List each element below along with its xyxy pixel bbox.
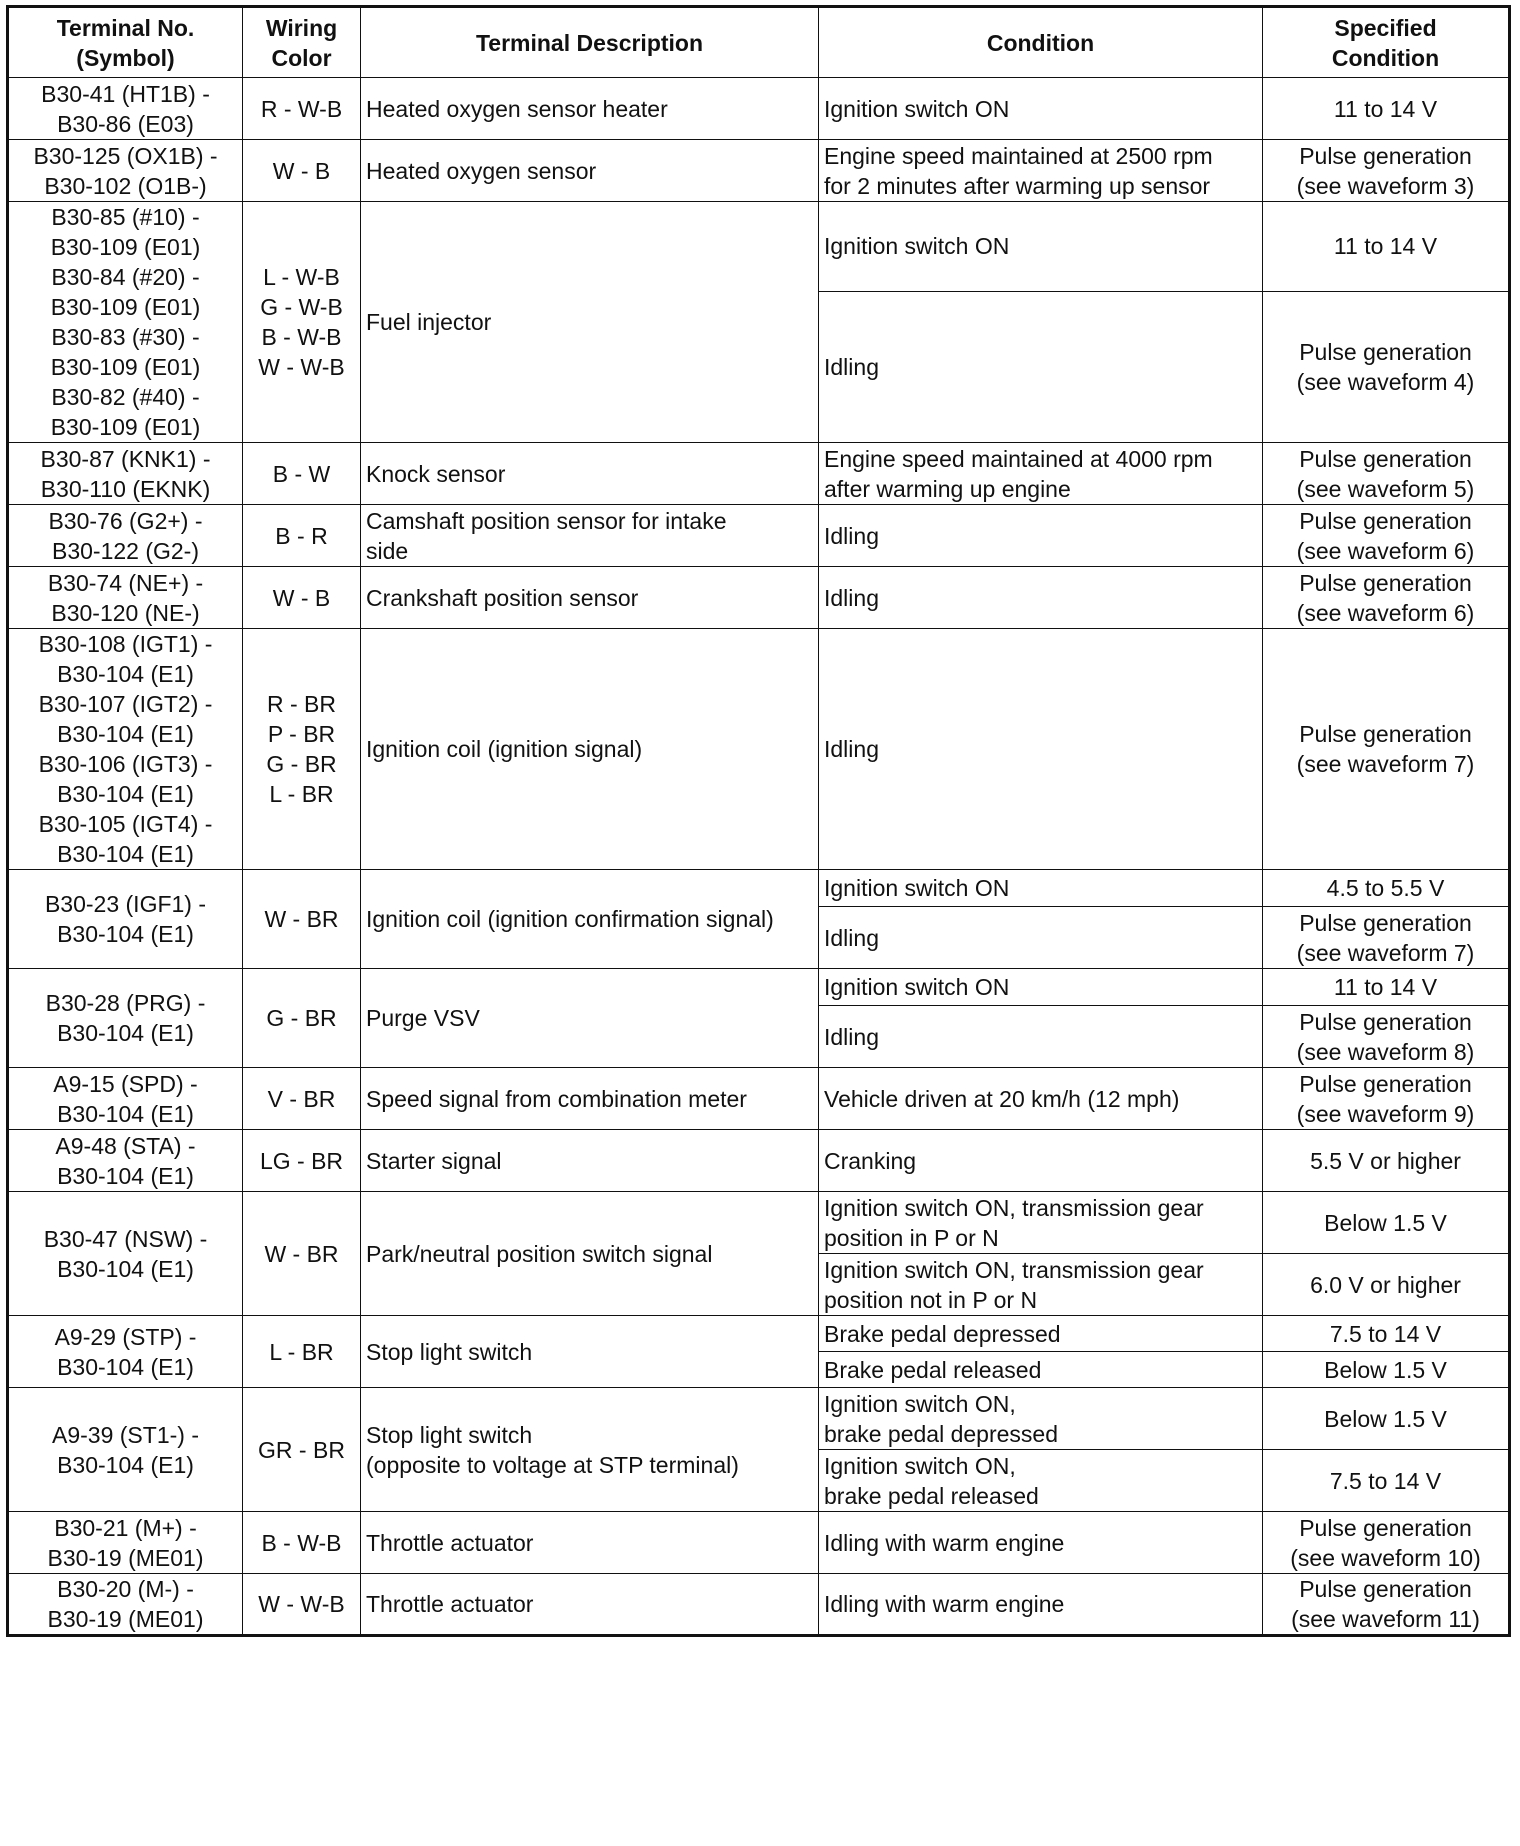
table-row [8,1130,1510,1192]
terminal-cell: B30-28 (PRG) - B30-104 (E1) [8,969,243,1068]
condition-cell: Idling [819,629,1263,870]
terminal-cell: A9-29 (STP) - B30-104 (E1) [8,1316,243,1388]
wiring-color-cell: B - R [243,505,361,567]
table-row [8,505,1510,567]
header-terminal: Terminal No. (Symbol) [8,7,243,78]
terminal-cell: B30-20 (M-) - B30-19 (ME01) [8,1574,243,1636]
wiring-color-cell: G - BR [243,969,361,1068]
wiring-color-cell: W - W-B [243,1574,361,1636]
specified-condition-cell: Pulse generation (see waveform 4) [1263,291,1510,442]
terminal-cell: B30-76 (G2+) - B30-122 (G2-) [8,505,243,567]
specified-condition-cell: Pulse generation (see waveform 11) [1263,1574,1510,1636]
specified-condition-cell: Pulse generation (see waveform 9) [1263,1068,1510,1130]
specified-condition-cell: Below 1.5 V [1263,1352,1510,1388]
specified-condition-cell: 6.0 V or higher [1263,1254,1510,1316]
specified-condition-cell: 11 to 14 V [1263,78,1510,140]
wiring-color-cell: B - W-B [243,1512,361,1574]
terminal-cell: B30-85 (#10) - B30-109 (E01) B30-84 (#20) - B30-109 (E01) B30-83 (#30) - B30-109 (E01) B30-82 (#40) - B30-109 (E01) [8,202,243,443]
table-row [8,1512,1510,1574]
specified-condition-cell: Pulse generation (see waveform 3) [1263,140,1510,202]
condition-cell: Ignition switch ON, transmission gear position not in P or N [819,1254,1263,1316]
table-row [8,1388,1510,1450]
header-wiring-color: Wiring Color [243,7,361,78]
condition-cell: Brake pedal depressed [819,1316,1263,1352]
specified-condition-cell: 5.5 V or higher [1263,1130,1510,1192]
condition-cell: Ignition switch ON [819,870,1263,907]
condition-cell: Brake pedal released [819,1352,1263,1388]
wiring-color-cell: R - BR P - BR G - BR L - BR [243,629,361,870]
header-terminal-description: Terminal Description [361,7,819,78]
specified-condition-cell: Pulse generation (see waveform 7) [1263,629,1510,870]
description-cell: Starter signal [361,1130,819,1192]
terminal-cell: A9-15 (SPD) - B30-104 (E1) [8,1068,243,1130]
specified-condition-cell: Pulse generation (see waveform 8) [1263,1006,1510,1068]
description-cell: Speed signal from combination meter [361,1068,819,1130]
specified-condition-cell: Below 1.5 V [1263,1192,1510,1254]
table-row [8,140,1510,202]
terminal-cell: B30-125 (OX1B) - B30-102 (O1B-) [8,140,243,202]
table-body [8,78,1510,1636]
description-cell: Ignition coil (ignition confirmation signal) [361,870,819,969]
condition-cell: Cranking [819,1130,1263,1192]
terminal-cell: B30-108 (IGT1) - B30-104 (E1) B30-107 (IGT2) - B30-104 (E1) B30-106 (IGT3) - B30-104 (E1) B30-105 (IGT4) - B30-104 (E1) [8,629,243,870]
terminal-cell: B30-47 (NSW) - B30-104 (E1) [8,1192,243,1316]
description-cell: Camshaft position sensor for intake side [361,505,819,567]
table-row [8,202,1510,292]
condition-cell: Ignition switch ON [819,78,1263,140]
specified-condition-cell: 11 to 14 V [1263,969,1510,1006]
terminal-cell: A9-39 (ST1-) - B30-104 (E1) [8,1388,243,1512]
terminal-cell: B30-23 (IGF1) - B30-104 (E1) [8,870,243,969]
condition-cell: Ignition switch ON, brake pedal released [819,1450,1263,1512]
wiring-color-cell: V - BR [243,1068,361,1130]
description-cell: Ignition coil (ignition signal) [361,629,819,870]
terminal-table [6,5,1511,1637]
specified-condition-cell: Pulse generation (see waveform 5) [1263,443,1510,505]
specified-condition-cell: 7.5 to 14 V [1263,1450,1510,1512]
specified-condition-cell: Pulse generation (see waveform 7) [1263,907,1510,969]
table-row [8,969,1510,1006]
table-row [8,1068,1510,1130]
condition-cell: Idling [819,1006,1263,1068]
description-cell: Throttle actuator [361,1512,819,1574]
description-cell: Purge VSV [361,969,819,1068]
wiring-color-cell: LG - BR [243,1130,361,1192]
condition-cell: Engine speed maintained at 2500 rpm for 2 minutes after warming up sensor [819,140,1263,202]
condition-cell: Engine speed maintained at 4000 rpm after warming up engine [819,443,1263,505]
condition-cell: Vehicle driven at 20 km/h (12 mph) [819,1068,1263,1130]
table-row [8,629,1510,870]
condition-cell: Idling [819,291,1263,442]
specified-condition-cell: Pulse generation (see waveform 10) [1263,1512,1510,1574]
header-row [8,7,1510,78]
specified-condition-cell: 4.5 to 5.5 V [1263,870,1510,907]
description-cell: Heated oxygen sensor heater [361,78,819,140]
condition-cell: Idling [819,907,1263,969]
condition-cell: Ignition switch ON, transmission gear position in P or N [819,1192,1263,1254]
wiring-color-cell: W - BR [243,870,361,969]
specified-condition-cell: Below 1.5 V [1263,1388,1510,1450]
description-cell: Stop light switch [361,1316,819,1388]
header-specified-condition: Specified Condition [1263,7,1510,78]
description-cell: Fuel injector [361,202,819,443]
condition-cell: Ignition switch ON, brake pedal depressed [819,1388,1263,1450]
condition-cell: Idling with warm engine [819,1574,1263,1636]
specified-condition-cell: 11 to 14 V [1263,202,1510,292]
description-cell: Knock sensor [361,443,819,505]
header-condition: Condition [819,7,1263,78]
wiring-color-cell: L - W-B G - W-B B - W-B W - W-B [243,202,361,443]
condition-cell: Idling [819,567,1263,629]
specified-condition-cell: 7.5 to 14 V [1263,1316,1510,1352]
description-cell: Throttle actuator [361,1574,819,1636]
terminal-cell: B30-21 (M+) - B30-19 (ME01) [8,1512,243,1574]
condition-cell: Idling with warm engine [819,1512,1263,1574]
wiring-color-cell: B - W [243,443,361,505]
table-row [8,567,1510,629]
specified-condition-cell: Pulse generation (see waveform 6) [1263,567,1510,629]
table-row [8,870,1510,907]
condition-cell: Ignition switch ON [819,202,1263,292]
wiring-color-cell: W - B [243,567,361,629]
terminal-cell: A9-48 (STA) - B30-104 (E1) [8,1130,243,1192]
description-cell: Stop light switch (opposite to voltage at STP terminal) [361,1388,819,1512]
wiring-color-cell: R - W-B [243,78,361,140]
specified-condition-cell: Pulse generation (see waveform 6) [1263,505,1510,567]
terminal-cell: B30-87 (KNK1) - B30-110 (EKNK) [8,443,243,505]
table-row [8,78,1510,140]
wiring-color-cell: L - BR [243,1316,361,1388]
table-row [8,1192,1510,1254]
description-cell: Park/neutral position switch signal [361,1192,819,1316]
description-cell: Heated oxygen sensor [361,140,819,202]
terminal-cell: B30-74 (NE+) - B30-120 (NE-) [8,567,243,629]
terminal-cell: B30-41 (HT1B) - B30-86 (E03) [8,78,243,140]
description-cell: Crankshaft position sensor [361,567,819,629]
condition-cell: Idling [819,505,1263,567]
table-row [8,443,1510,505]
table-row [8,1316,1510,1352]
wiring-color-cell: W - BR [243,1192,361,1316]
condition-cell: Ignition switch ON [819,969,1263,1006]
table-row [8,1574,1510,1636]
wiring-color-cell: W - B [243,140,361,202]
wiring-color-cell: GR - BR [243,1388,361,1512]
